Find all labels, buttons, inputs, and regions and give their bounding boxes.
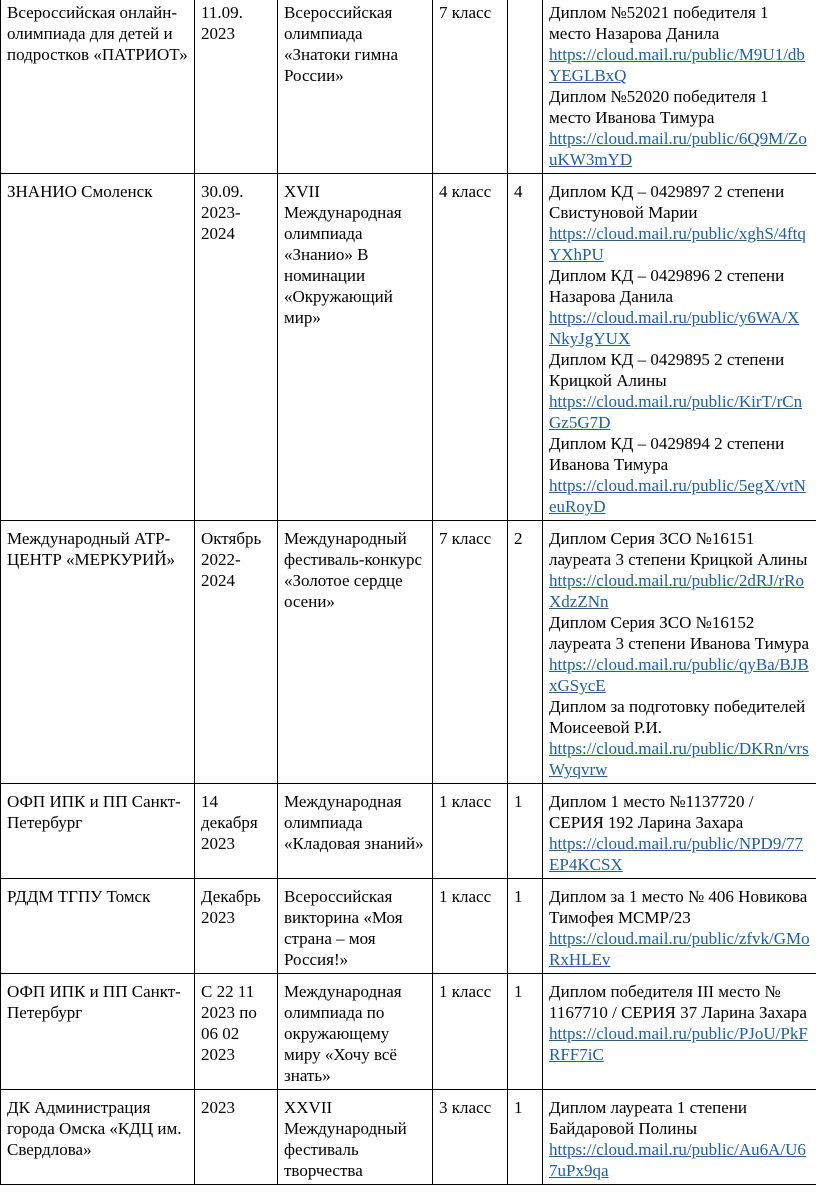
event-cell: Международная олимпиада «Кладовая знаний» — [278, 784, 433, 879]
table-body — [1, 0, 816, 1185]
diploma-link[interactable]: https://cloud.mail.ru/public/6Q9M/ZouKW3mYD — [549, 129, 807, 169]
diploma-text: Диплом 1 место №1137720 / СЕРИЯ 192 Ларина Захара — [549, 792, 754, 832]
diploma-link[interactable]: https://cloud.mail.ru/public/y6WA/XNkyJgYUX — [549, 308, 800, 348]
organizer-cell: РДДМ ТГПУ Томск — [1, 879, 195, 974]
diploma-link[interactable]: https://cloud.mail.ru/public/zfvk/GMoRxHLEv — [549, 929, 810, 969]
participants-count-cell: 1 — [508, 879, 543, 974]
diploma-text: Диплом КД – 0429894 2 степени Иванова Тимура — [549, 434, 785, 474]
diploma-text: Диплом №52021 победителя 1 место Назарова Данила — [549, 3, 769, 43]
event-cell: Всероссийская викторина «Моя страна – моя Россия!» — [278, 879, 433, 974]
diploma-link[interactable]: https://cloud.mail.ru/public/NPD9/77EP4KCSX — [549, 834, 804, 874]
diploma-link[interactable]: https://cloud.mail.ru/public/xghS/4ftqYXhPU — [549, 224, 806, 264]
results-cell — [543, 784, 816, 879]
diploma-text: Диплом Серия ЗСО №16151 лауреата 3 степени Крицкой Алины — [549, 529, 808, 569]
diploma-link[interactable]: https://cloud.mail.ru/public/DKRn/vrsWyqvrw — [549, 739, 809, 779]
organizer-cell: Всероссийская онлайн-олимпиада для детей и подростков «ПАТРИОТ» — [1, 0, 195, 174]
diploma-link[interactable]: https://cloud.mail.ru/public/2dRJ/rRoXdzZNn — [549, 571, 804, 611]
date-cell: 14 декабря 2023 — [195, 784, 278, 879]
diploma-link[interactable]: https://cloud.mail.ru/public/Au6A/U67uPx9qa — [549, 1140, 806, 1180]
grade-cell: 1 класс — [433, 784, 508, 879]
organizer-cell: ЗНАНИО Смоленск — [1, 174, 195, 521]
table-row — [1, 1090, 816, 1185]
table-row — [1, 974, 816, 1090]
results-cell — [543, 1090, 816, 1185]
event-cell: Всероссийская олимпиада «Знатоки гимна России» — [278, 0, 433, 174]
diploma-text: Диплом КД – 0429897 2 степени Свистуновой Марии — [549, 182, 785, 222]
date-cell: 11.09. 2023 — [195, 0, 278, 174]
date-cell: 2023 — [195, 1090, 278, 1185]
results-cell — [543, 974, 816, 1090]
results-cell — [543, 174, 816, 521]
diploma-text: Диплом победителя III место № 1167710 / СЕРИЯ 37 Ларина Захара — [549, 982, 807, 1022]
grade-cell: 7 класс — [433, 521, 508, 784]
participants-count-cell: 4 — [508, 174, 543, 521]
participants-count-cell: 1 — [508, 974, 543, 1090]
grade-cell: 1 класс — [433, 879, 508, 974]
event-cell: Международный фестиваль-конкурс «Золотое сердце осени» — [278, 521, 433, 784]
grade-cell: 1 класс — [433, 974, 508, 1090]
results-cell — [543, 0, 816, 174]
participants-count-cell: 1 — [508, 1090, 543, 1185]
participants-count-cell: 2 — [508, 521, 543, 784]
diploma-link[interactable]: https://cloud.mail.ru/public/qyBa/BJBxGSycE — [549, 655, 809, 695]
diploma-text: Диплом за подготовку победителей Моисеевой Р.И. — [549, 697, 806, 737]
date-cell: Октябрь 2022-2024 — [195, 521, 278, 784]
organizer-cell: ДК Администрация города Омска «КДЦ им. Свердлова» — [1, 1090, 195, 1185]
participants-count-cell — [508, 0, 543, 174]
diploma-text: Диплом Серия ЗСО №16152 лауреата 3 степени Иванова Тимура — [549, 613, 809, 653]
results-cell — [543, 521, 816, 784]
diploma-link[interactable]: https://cloud.mail.ru/public/M9U1/dbYEGLBxQ — [549, 45, 805, 85]
grade-cell: 4 класс — [433, 174, 508, 521]
diploma-text: Диплом за 1 место № 406 Новикова Тимофея МСМР/23 — [549, 887, 808, 927]
organizer-cell: ОФП ИПК и ПП Санкт-Петербург — [1, 784, 195, 879]
date-cell: Декабрь 2023 — [195, 879, 278, 974]
diploma-text: Диплом №52020 победителя 1 место Иванова Тимура — [549, 87, 769, 127]
grade-cell: 3 класс — [433, 1090, 508, 1185]
date-cell: С 22 11 2023 по 06 02 2023 — [195, 974, 278, 1090]
event-cell: Международная олимпиада по окружающему миру «Хочу всё знать» — [278, 974, 433, 1090]
participants-count-cell: 1 — [508, 784, 543, 879]
diploma-text: Диплом КД – 0429896 2 степени Назарова Данила — [549, 266, 785, 306]
diploma-link[interactable]: https://cloud.mail.ru/public/PJoU/PkFRFF7iC — [549, 1024, 808, 1064]
date-cell: 30.09. 2023-2024 — [195, 174, 278, 521]
table-row — [1, 174, 816, 521]
table-row — [1, 879, 816, 974]
diploma-text: Диплом лауреата 1 степени Байдаровой Полины — [549, 1098, 748, 1138]
event-cell: XXVII Международный фестиваль творчества — [278, 1090, 433, 1185]
table-row — [1, 521, 816, 784]
diploma-link[interactable]: https://cloud.mail.ru/public/5egX/vtNeuRoyD — [549, 476, 806, 516]
organizer-cell: Международный АТР-ЦЕНТР «МЕРКУРИЙ» — [1, 521, 195, 784]
event-cell: XVII Международная олимпиада «Знанио» В номинации «Окружающий мир» — [278, 174, 433, 521]
diploma-link[interactable]: https://cloud.mail.ru/public/KirT/rCnGz5G7D — [549, 392, 803, 432]
table-row — [1, 0, 816, 174]
results-cell — [543, 879, 816, 974]
grade-cell: 7 класс — [433, 0, 508, 174]
diploma-text: Диплом КД – 0429895 2 степени Крицкой Алины — [549, 350, 785, 390]
table-row — [1, 784, 816, 879]
organizer-cell: ОФП ИПК и ПП Санкт-Петербург — [1, 974, 195, 1090]
